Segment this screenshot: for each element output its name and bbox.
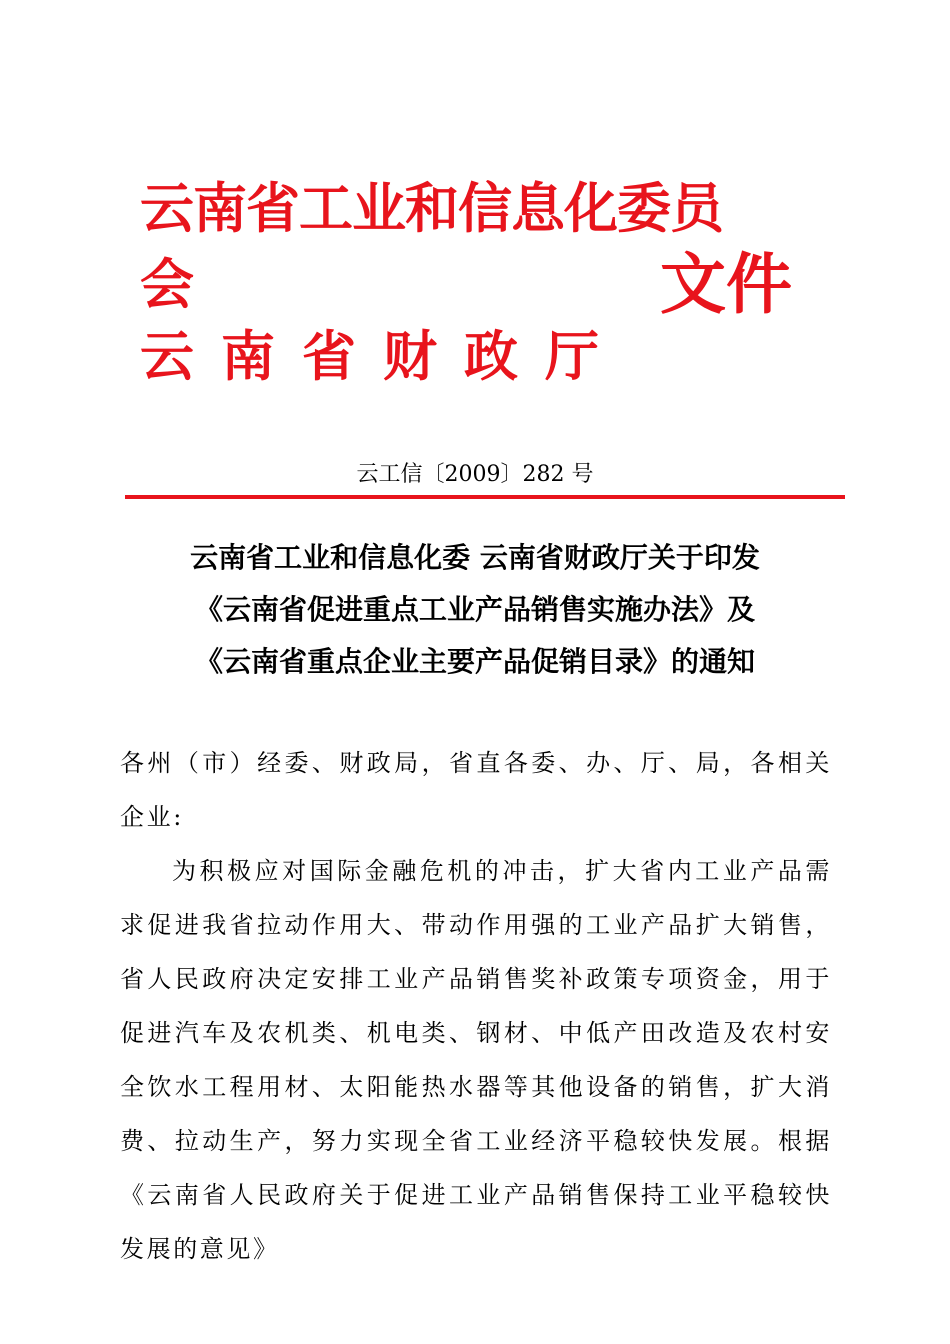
red-divider-line <box>125 495 845 499</box>
salutation: 各州（市）经委、财政局，省直各委、办、厅、局，各相关企业: <box>120 749 832 831</box>
document-number: 云工信〔2009〕282 号 <box>356 462 594 487</box>
title-line-3: 《云南省重点企业主要产品促销目录》的通知 <box>194 645 755 678</box>
issuer-name-line1: 云南省工业和信息化委员 <box>140 176 723 240</box>
body-paragraph-1: 为积极应对国际金融危机的冲击，扩大省内工业产品需求促进我省拉动作用大、带动作用强的工业产品扩大销售，省人民政府决定安排工业产品销售奖补政策专项资金，用于促进汽车及农机类、机电类、钢材、中低产田改造及农村安全饮水工程用材、太阳能热水器等其他设备的销售，扩大消费、拉动生产，努力实现全省工业经济平稳较快发展。根据《云南省人民政府关于促进工业产品销售保持工业平稳较快发展的意见》 <box>120 857 832 1263</box>
issuer-name-line2: 会 <box>140 252 194 316</box>
document-body <box>120 736 832 1276</box>
issuer-name-line3: 云南省财政厅 <box>140 324 626 388</box>
document-title <box>0 532 950 688</box>
title-line-2: 《云南省促进重点工业产品销售实施办法》及 <box>194 593 755 626</box>
document-type-label: 文件 <box>660 245 792 323</box>
title-line-1: 云南省工业和信息化委 云南省财政厅关于印发 <box>190 541 760 574</box>
